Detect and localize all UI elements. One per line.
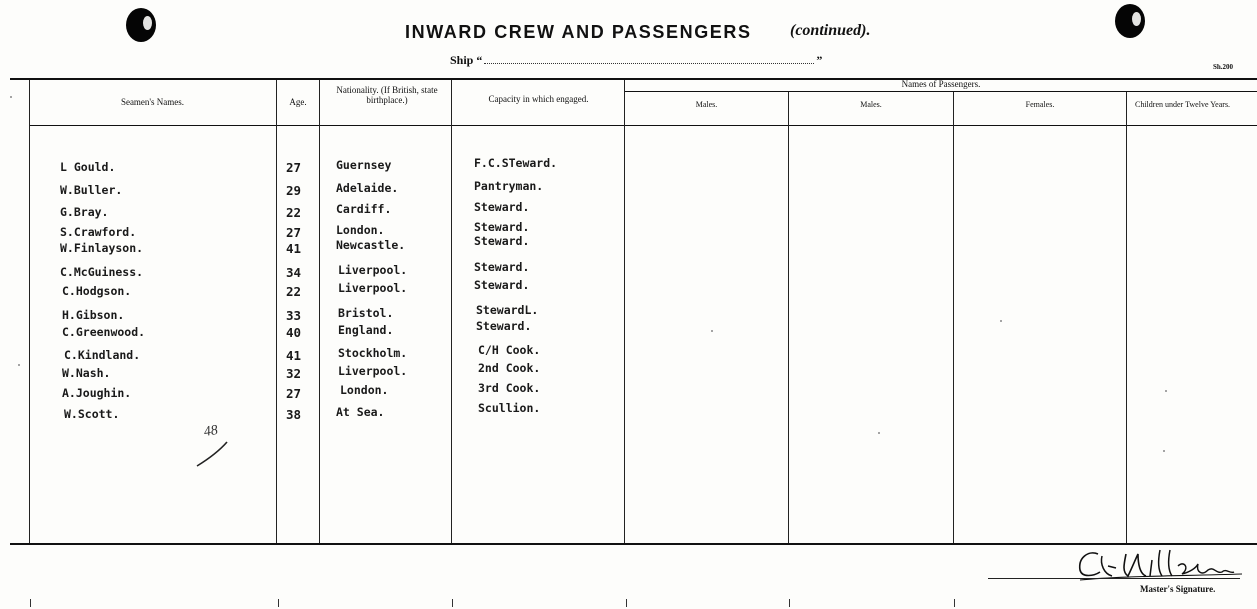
crew-age-cell: 34 [286, 265, 302, 280]
crew-name-cell: H.Gibson. [62, 308, 125, 322]
crew-capacity-cell: Steward. [474, 234, 530, 248]
crew-name-cell: W.Buller. [60, 183, 123, 197]
speck [10, 96, 12, 98]
crew-name-cell: C.Kindland. [64, 348, 141, 362]
crew-age-cell: 41 [286, 348, 302, 363]
col-divider-males2 [953, 92, 954, 543]
crew-nationality-cell: Liverpool. [338, 364, 408, 378]
header-bottom-rule [30, 125, 1257, 126]
crew-nationality-cell: Bristol. [338, 306, 394, 320]
crew-capacity-cell: 2nd Cook. [478, 361, 541, 375]
edge-tick [452, 599, 453, 607]
master-signature-scrawl [1020, 546, 1250, 586]
crew-nationality-cell: Liverpool. [338, 281, 408, 295]
crew-name-cell: L Gould. [60, 160, 116, 174]
crew-name-cell: A.Joughin. [62, 386, 132, 400]
crew-nationality-cell: England. [338, 323, 394, 337]
header-males-2: Males. [860, 100, 882, 109]
col-divider-names [276, 80, 277, 543]
crew-nationality-cell: Cardiff. [336, 202, 392, 216]
crew-nationality-cell: Newcastle. [336, 238, 406, 252]
edge-tick [30, 599, 31, 607]
crew-age-cell: 32 [286, 366, 302, 381]
crew-name-cell: W.Nash. [62, 366, 111, 380]
crew-age-cell: 22 [286, 205, 302, 220]
crew-nationality-cell: Stockholm. [338, 346, 408, 360]
signature-line [988, 578, 1240, 579]
passengers-subheader-rule [625, 91, 1257, 92]
crew-capacity-cell: F.C.STeward. [474, 156, 558, 170]
crew-capacity-cell: Pantryman. [474, 179, 544, 193]
ship-name-field [484, 53, 814, 64]
crew-name-cell: C.McGuiness. [60, 265, 144, 279]
crew-age-cell: 27 [286, 160, 302, 175]
edge-tick [789, 599, 790, 607]
speck [1165, 390, 1167, 392]
crew-capacity-cell: Steward. [476, 319, 532, 333]
crew-age-cell: 27 [286, 386, 302, 401]
crew-name-cell: W.Finlayson. [60, 241, 144, 255]
crew-capacity-cell: StewardL. [476, 303, 539, 317]
col-divider-age [319, 80, 320, 543]
crew-age-cell: 33 [286, 308, 302, 323]
crew-nationality-cell: Liverpool. [338, 263, 408, 277]
crew-age-cell: 41 [286, 241, 302, 256]
header-passengers: Names of Passengers. [901, 79, 981, 89]
crew-capacity-cell: Steward. [474, 220, 530, 234]
crew-nationality-cell: London. [340, 383, 389, 397]
speck [1000, 320, 1002, 322]
edge-tick [278, 599, 279, 607]
table-bottom-rule [10, 543, 1257, 545]
col-divider-females [1126, 92, 1127, 543]
ship-label: Ship “ [450, 53, 483, 67]
punch-hole-left [126, 8, 156, 42]
crew-capacity-cell: Scullion. [478, 401, 541, 415]
crew-age-cell: 27 [286, 225, 302, 240]
col-divider-males1 [788, 92, 789, 543]
ship-field [450, 53, 822, 68]
crew-age-cell: 40 [286, 325, 302, 340]
edge-tick [954, 599, 955, 607]
col-divider-nationality [451, 80, 452, 543]
header-males-1: Males. [695, 100, 718, 109]
header-nationality: Nationality. (If British, state birthplace.) [336, 85, 438, 105]
edge-tick [626, 599, 627, 607]
crew-capacity-cell: Steward. [474, 278, 530, 292]
crew-nationality-cell: Adelaide. [336, 181, 399, 195]
header-capacity: Capacity in which engaged. [488, 94, 589, 104]
form-code: Sh.200 [1213, 63, 1234, 71]
crew-capacity-cell: Steward. [474, 200, 530, 214]
header-seamen-names: Seamen's Names. [120, 97, 185, 107]
col-divider-left [29, 80, 30, 543]
signature-label: Master's Signature. [1140, 584, 1216, 594]
crew-age-cell: 38 [286, 407, 302, 422]
speck [1163, 450, 1165, 452]
crew-name-cell: W.Scott. [64, 407, 120, 421]
punch-hole-right [1115, 4, 1145, 38]
col-divider-capacity [624, 80, 625, 543]
crew-nationality-cell: London. [336, 223, 385, 237]
crew-name-cell: G.Bray. [60, 205, 109, 219]
ship-close-quote: ” [816, 53, 823, 67]
header-children: Children under Twelve Years. [1135, 100, 1231, 109]
header-age: Age. [289, 97, 307, 107]
crew-name-cell: C.Hodgson. [62, 284, 132, 298]
crew-age-cell: 22 [286, 284, 302, 299]
crew-nationality-cell: At Sea. [336, 405, 385, 419]
crew-capacity-cell: Steward. [474, 260, 530, 274]
crew-name-cell: C.Greenwood. [62, 325, 146, 339]
crew-capacity-cell: 3rd Cook. [478, 381, 541, 395]
form-title: INWARD CREW AND PASSENGERS [405, 22, 752, 42]
crew-nationality-cell: Guernsey [336, 158, 392, 172]
crew-capacity-cell: C/H Cook. [478, 343, 541, 357]
speck [878, 432, 880, 434]
speck [711, 330, 713, 332]
form-title-suffix: (continued). [790, 22, 871, 39]
speck [18, 364, 20, 366]
tally-number: 48 [202, 422, 220, 441]
crew-name-cell: S.Crawford. [60, 225, 137, 239]
crew-age-cell: 29 [286, 183, 302, 198]
header-females: Females. [1025, 100, 1055, 109]
